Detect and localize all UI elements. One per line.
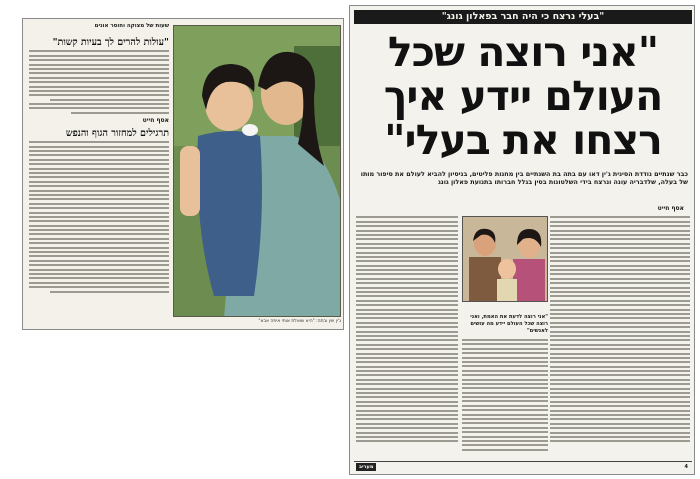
headline-line-2: העולם יידע איך: [383, 72, 663, 120]
article1-headline: "עולות להרים לך בעיות קשות": [52, 37, 169, 48]
left-newspaper-page: [22, 18, 344, 330]
column-1-body: [550, 216, 690, 442]
family-photo: [462, 216, 548, 302]
headline-line-1: "אני רוצה שכל: [387, 28, 659, 76]
left-photo-caption: ג'ין שין ובתה: "היא שואלת אותי איפה אבא": [258, 319, 341, 324]
mother-daughter-photo: [173, 25, 341, 317]
pull-quote: "אני רוצה לדעת את האמת, ואני רוצה שכל העולם יידע מה עושים לאנשים": [470, 314, 548, 334]
newspaper-logo: מעריב: [356, 463, 376, 471]
right-column-1: [550, 214, 690, 458]
left-top-strip: שעות של מצוקה וחוסר אונים: [94, 23, 169, 29]
kicker-banner: "בעלי נרצח כי היה חבר בפאלון גונג": [354, 10, 692, 24]
column-3-body: [356, 216, 458, 442]
article1-author: אסף חייט: [142, 116, 169, 124]
article2-body: [29, 141, 169, 292]
right-column-3: [356, 214, 458, 458]
page-number: 4: [684, 464, 688, 470]
right-column-2: [462, 310, 548, 458]
article2-headline: תרגילים למחזור הגוף והנפש: [65, 127, 169, 139]
byline: אסף חייט: [657, 205, 684, 212]
article1-body: [29, 50, 169, 113]
page-footer: [354, 461, 692, 471]
left-text-column: [29, 33, 169, 325]
right-newspaper-page: [349, 5, 695, 475]
headline-line-3: רצחו את בעלי": [384, 116, 662, 164]
main-headline: [356, 30, 690, 162]
subheadline: כבר שנתיים נודדת הסינית ג'ין דאו עם בתה בת השנתיים בין מחנות פליטים, בניסיון להביא לעולם את סיפור מותו של בעלה, שלדבריה עונה ונרצח בידי השלטונות בסין בגלל חברותו בתנועת פאלון גונג: [360, 170, 688, 187]
column-2-body: [462, 339, 548, 451]
